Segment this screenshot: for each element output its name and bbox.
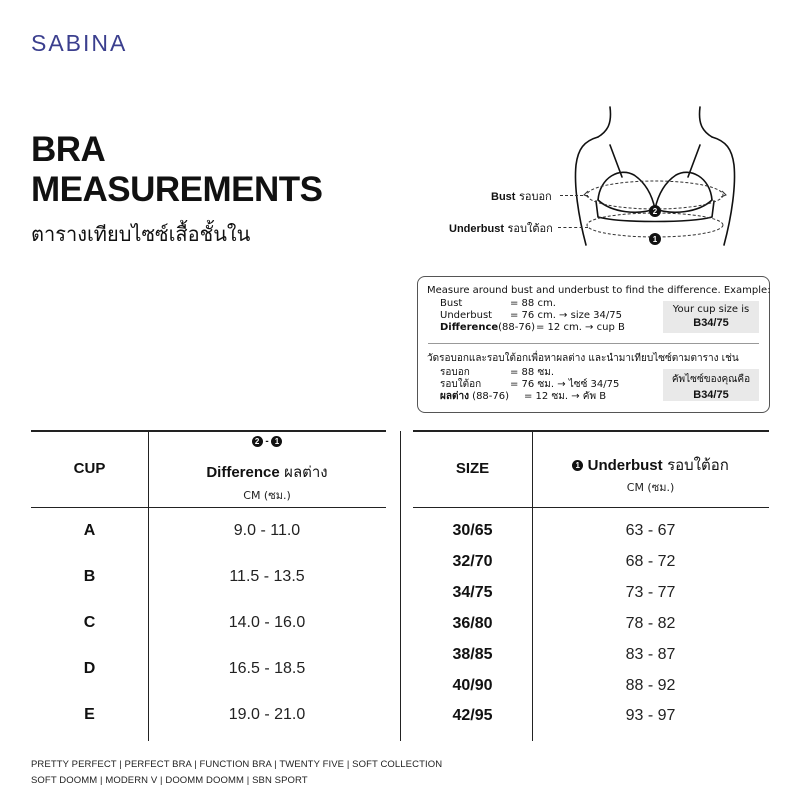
infobox-divider xyxy=(428,343,759,344)
size-label: 32/70 xyxy=(452,553,493,570)
underbust-value: 78 - 82 xyxy=(625,615,676,632)
size-table-top-rule xyxy=(413,430,769,432)
cup-label: A xyxy=(83,522,96,539)
bust-label xyxy=(491,187,552,205)
difference-unit: CM (ซม.) xyxy=(243,489,291,502)
infobox-th-row-value: = 12 ซม. → คัพ B xyxy=(524,391,607,402)
size-label: 40/90 xyxy=(452,677,493,694)
torso-diagram xyxy=(560,105,750,265)
infobox-th-row-label: รอบใต้อก xyxy=(440,379,482,390)
marker-1-icon: 1 xyxy=(572,460,583,471)
example-infobox xyxy=(417,276,770,413)
infobox-th-cup-box xyxy=(663,369,759,401)
cup-diff-value: 9.0 - 11.0 xyxy=(233,522,301,539)
infobox-th-cup-caption: คัพไซซ์ของคุณคือ xyxy=(671,374,751,385)
underbust-value: 93 - 97 xyxy=(625,707,676,724)
size-label: 42/95 xyxy=(452,707,493,724)
underbust-header-en: Underbust xyxy=(587,457,663,474)
infobox-en-row-value: = 12 cm. → cup B xyxy=(536,322,625,333)
difference-header-en: Difference xyxy=(206,464,280,481)
infobox-th-diff-label: ผลต่าง xyxy=(440,391,469,402)
underbust-label xyxy=(449,219,553,237)
underbust-value: 63 - 67 xyxy=(625,522,676,539)
cup-diff-value: 11.5 - 13.5 xyxy=(229,568,305,585)
infobox-en-row-label: Underbust xyxy=(440,310,493,321)
cup-label: E xyxy=(84,706,95,723)
infobox-en-diff-extra: (88-76) xyxy=(498,322,536,333)
title-line-1: BRA xyxy=(31,130,106,169)
underbust-header xyxy=(532,453,769,477)
infobox-th-row-value: = 76 ซม. → ไซซ์ 34/75 xyxy=(510,379,620,390)
size-table-header-rule xyxy=(413,507,769,508)
difference-header-th: ผลต่าง xyxy=(284,463,328,481)
bust-label-th: รอบอก xyxy=(518,190,552,203)
infobox-en-diff-label: Difference xyxy=(440,322,499,333)
infobox-en-row-value: = 76 cm. → size 34/75 xyxy=(510,310,623,321)
infobox-en-cup-box xyxy=(663,301,759,333)
title-line-2: MEASUREMENTS xyxy=(31,170,323,209)
cup-label: B xyxy=(83,568,96,585)
footer-collections-line-1: PRETTY PERFECT | PERFECT BRA | FUNCTION BRA | TWENTY FIVE | SOFT COLLECTION xyxy=(31,759,443,770)
tables-divider xyxy=(400,431,401,741)
infobox-en-row-label xyxy=(440,322,535,333)
underbust-value: 83 - 87 xyxy=(625,646,676,663)
cup-diff-value: 14.0 - 16.0 xyxy=(228,614,306,631)
cup-header: CUP xyxy=(73,460,106,477)
size-label: 34/75 xyxy=(452,584,493,601)
underbust-label-th: รอบใต้อก xyxy=(507,222,553,235)
cup-diff-value: 19.0 - 21.0 xyxy=(228,706,306,723)
marker-1-icon: 1 xyxy=(271,436,282,447)
marker-1-label: 1 xyxy=(652,235,658,244)
infobox-en-row-value: = 88 cm. xyxy=(510,298,556,309)
marker-2-label: 2 xyxy=(652,207,658,216)
cup-diff-value: 16.5 - 18.5 xyxy=(228,660,306,677)
underbust-unit: CM (ซม.) xyxy=(626,481,675,494)
underbust-label-en: Underbust xyxy=(449,223,504,235)
page-subtitle: ตารางเทียบไซซ์เสื้อชั้นใน xyxy=(31,222,251,246)
infobox-th-diff-extra: (88-76) xyxy=(472,391,510,402)
infobox-en-cup-caption: Your cup size is xyxy=(672,304,750,315)
cup-label: D xyxy=(83,660,96,677)
cup-table-header-rule xyxy=(31,507,386,508)
size-label: 38/85 xyxy=(452,646,493,663)
underbust-leader-line xyxy=(558,227,588,228)
infobox-th-cup-value: B34/75 xyxy=(693,389,729,401)
marker-separator: - xyxy=(265,436,269,448)
size-label: 30/65 xyxy=(452,522,493,539)
cup-label: C xyxy=(83,614,96,631)
cup-diff-markers xyxy=(148,436,386,447)
cup-table-top-rule xyxy=(31,430,386,432)
infobox-en-intro: Measure around bust and underbust to find the difference. Example: xyxy=(427,285,771,296)
difference-header xyxy=(148,460,386,484)
marker-2-icon: 2 xyxy=(252,436,263,447)
footer-collections-line-2: SOFT DOOMM | MODERN V | DOOMM DOOMM | SBN SPORT xyxy=(31,775,308,786)
underbust-value: 88 - 92 xyxy=(625,677,676,694)
brand-logo: SABINA xyxy=(31,30,128,56)
underbust-value: 73 - 77 xyxy=(625,584,676,601)
bust-label-en: Bust xyxy=(491,191,516,203)
size-label: 36/80 xyxy=(452,615,493,632)
infobox-th-intro: วัดรอบอกและรอบใต้อกเพื่อหาผลต่าง และนำมาเทียบไซซ์ตามตาราง เช่น xyxy=(427,353,739,364)
size-header: SIZE xyxy=(455,460,490,477)
infobox-th-row-value: = 88 ซม. xyxy=(510,367,555,378)
page-title xyxy=(31,130,323,210)
infobox-en-row-label: Bust xyxy=(440,298,463,309)
bust-leader-line xyxy=(560,195,588,196)
underbust-header-th: รอบใต้อก xyxy=(667,456,729,474)
underbust-value: 68 - 72 xyxy=(625,553,676,570)
infobox-th-row-label: รอบอก xyxy=(440,367,470,378)
infobox-en-cup-value: B34/75 xyxy=(693,317,729,329)
infobox-th-row-label xyxy=(440,389,509,404)
